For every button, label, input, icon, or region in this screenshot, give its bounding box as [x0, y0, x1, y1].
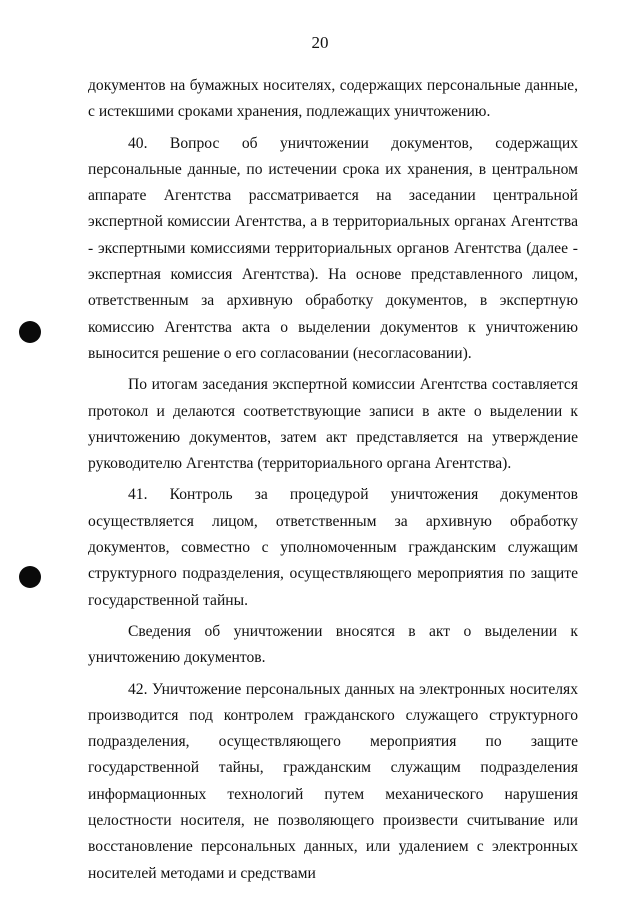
punch-hole-mark	[19, 321, 41, 343]
paragraph-protocol: По итогам заседания экспертной комиссии Агентства составляется протокол и делаются соответствующие записи в акте о выделении к уничтожению документов, затем акт представляется на утверждение руководителю Агентства (территориального органа Агентства).	[88, 376, 578, 473]
paragraph-destruction-info: Сведения об уничтожении вносятся в акт о выделении к уничтожению документов.	[88, 622, 578, 667]
paragraph-item-40: 40. Вопрос об уничтожении документов, содержащих персональные данные, по истечении срока их хранения, в центральном аппарате Агентства рассматривается на заседании центральной экспертной комиссии Агентства, а в территориальных органах Агентства - экспертными комиссиями территориальных органов Агентства (далее - экспертная комиссия Агентства). На основе представленного лицом, ответственным за архивную обработку документов, в экспертную комиссию Агентства акта о выделении документов к уничтожению выносится решение о его согласовании (несогласовании).	[88, 134, 578, 362]
punch-hole-mark	[19, 566, 41, 588]
page-number: 20	[311, 33, 329, 52]
document-body	[88, 73, 578, 887]
paragraph-continuation: документов на бумажных носителях, содержащих персональные данные, с истекшими сроками хранения, подлежащих уничтожению.	[88, 77, 578, 121]
paragraph-item-42: 42. Уничтожение персональных данных на электронных носителях производится под контролем гражданского служащего структурного подразделения, осуществляющего мероприятия по защите государственной тайны, гражданским служащим подразделения информационных технологий путем механического нарушения целостности носителя, не позволяющего произвести считывание или восстановление персональных данных, или удалением с электронных носителей методами и средствами	[88, 680, 578, 882]
paragraph-item-41: 41. Контроль за процедурой уничтожения документов осуществляется лицом, ответственным за архивную обработку документов, совместно с уполномоченным гражданским служащим структурного подразделения, осуществляющего мероприятия по защите государственной тайны.	[88, 486, 578, 609]
